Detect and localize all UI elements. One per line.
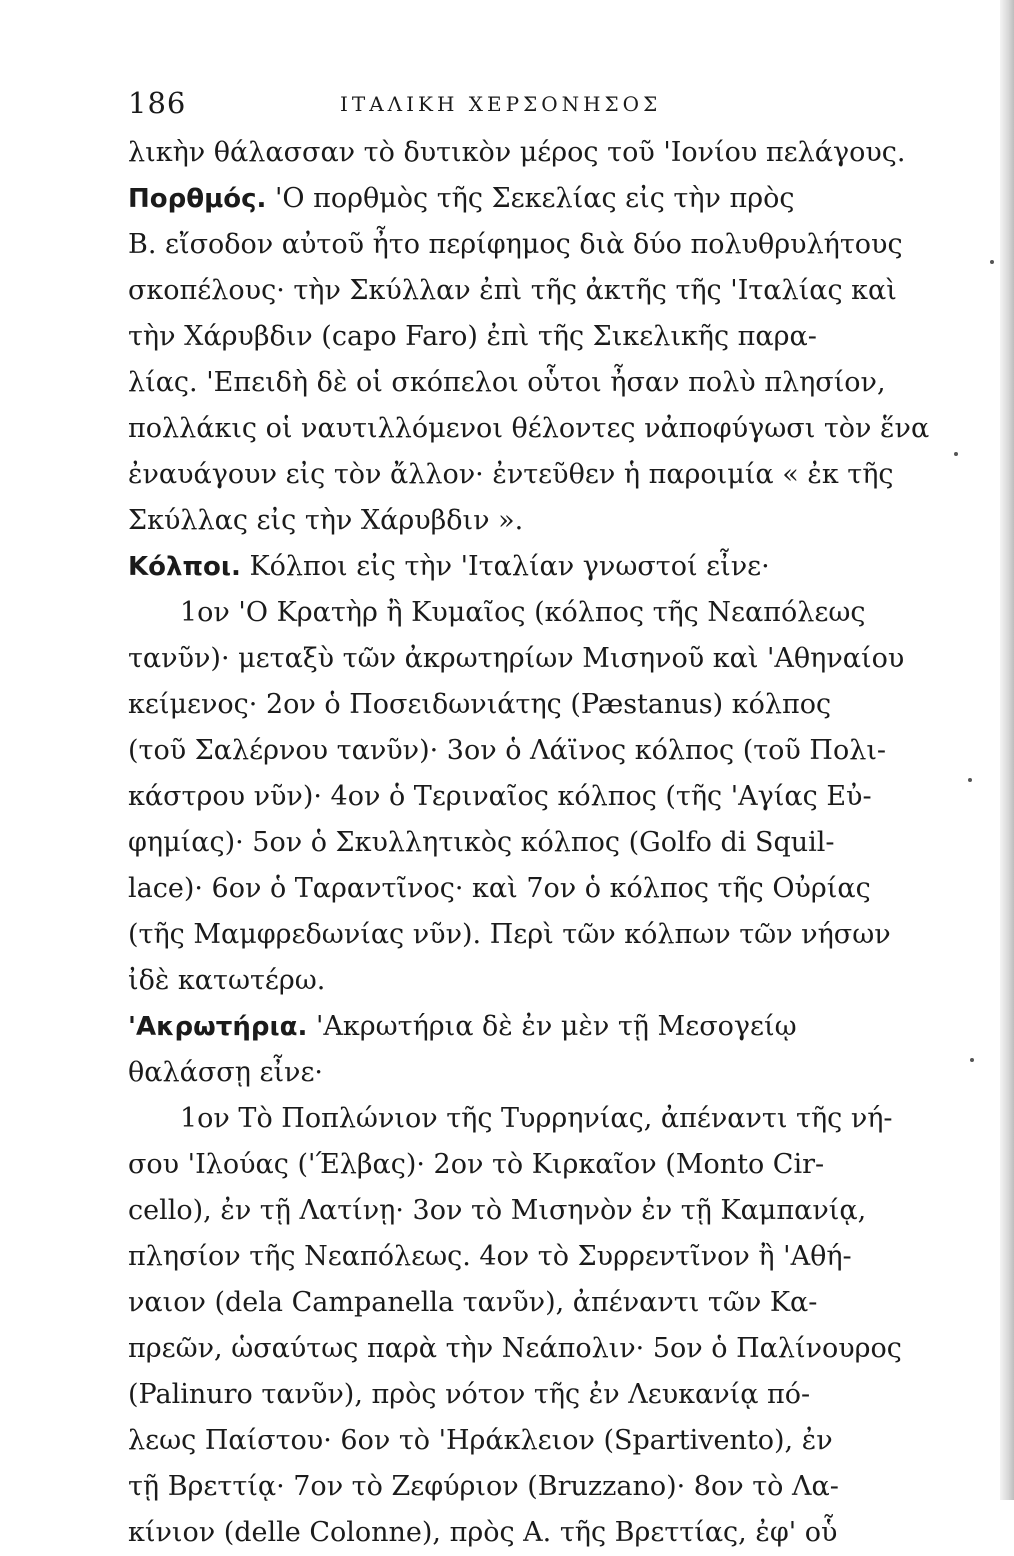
text-line: τῇ Βρεττίᾳ· 7ον τὸ Ζεφύριον (Bruzzano)· 8ον τὸ Λα- bbox=[128, 1471, 839, 1502]
ink-speck bbox=[990, 260, 994, 264]
text-line: ναιον (dela Campanella τανῦν), ἀπέναντι τῶν Κα- bbox=[128, 1287, 818, 1318]
body-text bbox=[128, 130, 938, 1556]
section-heading-porthmos: Πορθμός. bbox=[128, 184, 267, 214]
text-line: πρεῶν, ὡσαύτως παρὰ τὴν Νεάπολιν· 5ον ὁ Παλίνουρος bbox=[128, 1333, 902, 1364]
text-line: κείμενος· 2ον ὁ Ποσειδωνιάτης (Pæstanus) κόλπος bbox=[128, 689, 832, 720]
page-header bbox=[128, 86, 848, 126]
text-line: ἰδὲ κατωτέρω. bbox=[128, 965, 326, 996]
page-number: 186 bbox=[128, 86, 187, 120]
section-heading-kolpoi: Κόλποι. bbox=[128, 552, 241, 582]
text-line: σκοπέλους· τὴν Σκύλλαν ἐπὶ τῆς ἀκτῆς τῆς 'Ιταλίας καὶ bbox=[128, 275, 897, 306]
text-line: 1ον 'Ο Κρατὴρ ἢ Κυμαῖος (κόλπος τῆς Νεαπόλεως bbox=[180, 597, 866, 628]
text-line: κάστρου νῦν)· 4ον ὁ Τεριναῖος κόλπος (τῆς 'Αγίας Εὐ- bbox=[128, 781, 872, 812]
text-line: κίνιον (delle Colonne), πρὸς Α. τῆς Βρεττίας, ἐφ' οὗ bbox=[128, 1517, 838, 1548]
text-run: 'Ο πορθμὸς τῆς Σεκελίας εἰς τὴν πρὸς bbox=[266, 183, 795, 214]
text-line: (τοῦ Σαλέρνου τανῦν)· 3ον ὁ Λάϊνος κόλπος (τοῦ Πολι- bbox=[128, 735, 887, 766]
text-line: λίας. 'Επειδὴ δὲ οἱ σκόπελοι οὗτοι ἦσαν πολὺ πλησίον, bbox=[128, 367, 886, 398]
running-title: ΙΤΑΛΙΚΗ ΧΕΡΣΟΝΗΣΟΣ bbox=[340, 92, 662, 116]
text-line: φημίας)· 5ον ὁ Σκυλλητικὸς κόλπος (Golfo di Squil- bbox=[128, 827, 835, 858]
text-run: Κόλποι εἰς τὴν 'Ιταλίαν γνωστοί εἶνε· bbox=[240, 551, 770, 582]
text-line: 1ον Τὸ Ποπλώνιον τῆς Τυρρηνίας, ἀπέναντι τῆς νή- bbox=[180, 1103, 893, 1134]
text-line: ἐναυάγουν εἰς τὸν ἄλλον· ἐντεῦθεν ἡ παροιμία « ἐκ τῆς bbox=[128, 459, 894, 490]
text-line: πλησίον τῆς Νεαπόλεως. 4ον τὸ Συρρεντῖνον ἢ 'Αθή- bbox=[128, 1241, 852, 1272]
text-line: lace)· 6ον ὁ Ταραντῖνος· καὶ 7ον ὁ κόλπος τῆς Οὐρίας bbox=[128, 873, 871, 904]
text-line bbox=[128, 1004, 938, 1050]
section-heading-akrotiria: 'Ακρωτήρια. bbox=[128, 1012, 308, 1042]
text-line: τανῦν)· μεταξὺ τῶν ἀκρωτηρίων Μισηνοῦ καὶ 'Αθηναίου bbox=[128, 643, 905, 674]
text-line: (τῆς Μαμφρεδωνίας νῦν). Περὶ τῶν κόλπων τῶν νήσων bbox=[128, 919, 891, 950]
text-line: λικὴν θάλασσαν τὸ δυτικὸν μέρος τοῦ 'Ιονίου πελάγους. bbox=[128, 137, 906, 168]
text-line bbox=[128, 176, 938, 222]
text-run: 'Ακρωτήρια δὲ ἐν μὲν τῇ Μεσογείῳ bbox=[307, 1011, 797, 1042]
text-line: λεως Παίστου· 6ον τὸ 'Ηράκλειον (Spartivento), ἐν bbox=[128, 1425, 833, 1456]
text-line bbox=[128, 544, 938, 590]
ink-speck bbox=[968, 778, 972, 782]
text-line: Β. εἴσοδον αὐτοῦ ἦτο περίφημος διὰ δύο πολυθρυλήτους bbox=[128, 229, 903, 260]
ink-speck bbox=[970, 1058, 974, 1062]
text-line: τὴν Χάρυβδιν (capo Faro) ἐπὶ τῆς Σικελικῆς παρα- bbox=[128, 321, 817, 352]
text-line: Σκύλλας εἰς τὴν Χάρυβδιν ». bbox=[128, 505, 524, 536]
page-edge-shadow bbox=[1000, 0, 1014, 1500]
ink-speck bbox=[954, 452, 958, 456]
text-line: θαλάσσῃ εἶνε· bbox=[128, 1057, 324, 1088]
text-line: πολλάκις οἱ ναυτιλλόμενοι θέλοντες νἀποφύγωσι τὸν ἕνα bbox=[128, 413, 930, 444]
text-line: cello), ἐν τῇ Λατίνῃ· 3ον τὸ Μισηνὸν ἐν τῇ Καμπανίᾳ, bbox=[128, 1195, 867, 1226]
text-line: (Palinuro τανῦν), πρὸς νότον τῆς ἐν Λευκανίᾳ πό- bbox=[128, 1379, 811, 1410]
text-line: σου 'Ιλούας ('Έλβας)· 2ον τὸ Κιρκαῖον (Monto Cir- bbox=[128, 1149, 825, 1180]
